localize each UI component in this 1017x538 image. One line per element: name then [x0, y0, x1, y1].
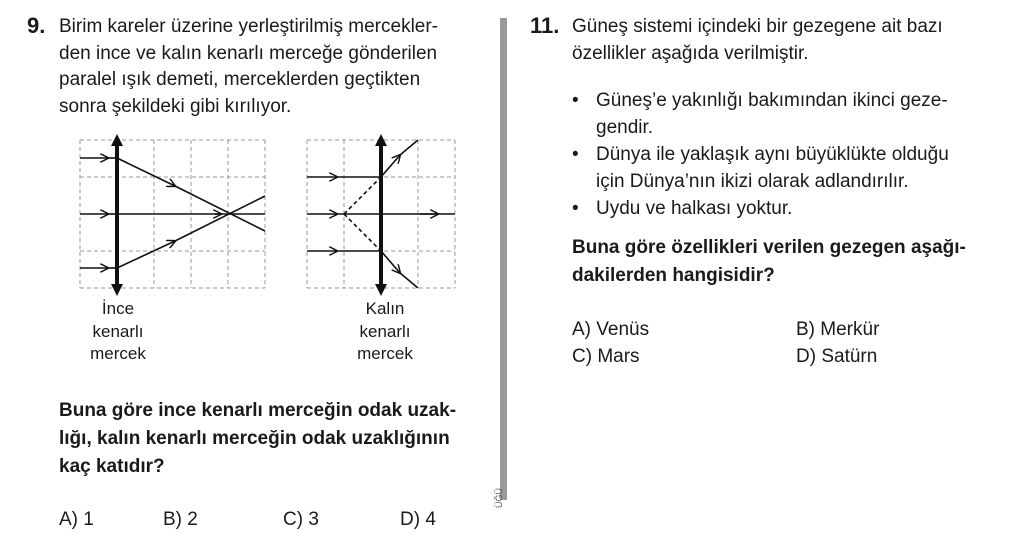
stem-line: sonra şekildeki gibi kırılıyor.	[59, 95, 292, 117]
option-c[interactable]: C) Mars	[572, 346, 640, 367]
option-d[interactable]: D) 4	[400, 509, 436, 530]
question-11-number: 11.	[530, 13, 560, 38]
option-d[interactable]: D) Satürn	[796, 346, 878, 367]
thin-lens-label	[68, 298, 168, 366]
stem-line: özellikler aşağıda verilmiştir.	[572, 42, 809, 64]
bullet-icon: •	[572, 90, 579, 111]
list-item-line: Uydu ve halkası yoktur.	[596, 198, 793, 219]
option-b[interactable]: B) Merkür	[796, 319, 880, 340]
stem-line: paralel ışık demeti, merceklerden geçtikten	[59, 69, 421, 90]
list-item-line: Güneş’e yakınlığı bakımından ikinci geze-	[596, 90, 948, 111]
prompt-line: Buna göre ince kenarlı merceğin odak uzak-	[59, 400, 457, 421]
label-line: mercek	[90, 344, 146, 363]
list-item-line: gendir.	[596, 117, 654, 138]
list-item	[572, 195, 949, 222]
planet-properties-list	[572, 87, 949, 222]
label-line: İnce	[101, 299, 135, 318]
question-11-prompt	[572, 234, 966, 290]
stem-line: Birim kareler üzerine yerleştirilmiş mercekler-	[59, 16, 439, 37]
option-a[interactable]: A) 1	[59, 509, 94, 530]
footer-vertical-text: ÜĞÜ	[494, 488, 504, 508]
option-b[interactable]: B) 2	[163, 509, 198, 530]
label-line: kenarlı	[92, 321, 144, 341]
bullet-icon: •	[572, 144, 579, 165]
stem-line: den ince ve kalın kenarlı merceğe gönderilen	[59, 42, 438, 64]
prompt-line: Buna göre özellikleri verilen gezegen aşağı-	[572, 237, 966, 258]
stem-line: Güneş sistemi içindeki bir gezegene ait bazı	[572, 16, 943, 37]
prompt-line: lığı, kalın kenarlı merceğin odak uzaklığının	[59, 428, 450, 449]
column-divider	[500, 18, 507, 500]
question-11-stem	[572, 14, 943, 67]
list-item	[572, 141, 949, 195]
question-9-number: 9.	[27, 13, 46, 38]
option-c[interactable]: C) 3	[283, 509, 319, 530]
label-line: mercek	[357, 344, 413, 363]
question-9-prompt	[59, 397, 456, 481]
bullet-icon: •	[572, 198, 579, 219]
thick-lens-label	[335, 298, 435, 366]
list-item	[572, 87, 949, 141]
label-line: kenarlı	[359, 321, 411, 341]
prompt-line: kaç katıdır?	[59, 456, 165, 477]
list-item-line: Dünya ile yaklaşık aynı büyüklükte olduğu	[596, 144, 949, 165]
label-line: Kalın	[365, 299, 405, 318]
option-a[interactable]: A) Venüs	[572, 319, 650, 340]
lens-diagram	[0, 0, 500, 300]
prompt-line: dakilerden hangisidir?	[572, 265, 775, 286]
list-item-line: için Dünya’nın ikizi olarak adlandırılır.	[596, 171, 909, 192]
